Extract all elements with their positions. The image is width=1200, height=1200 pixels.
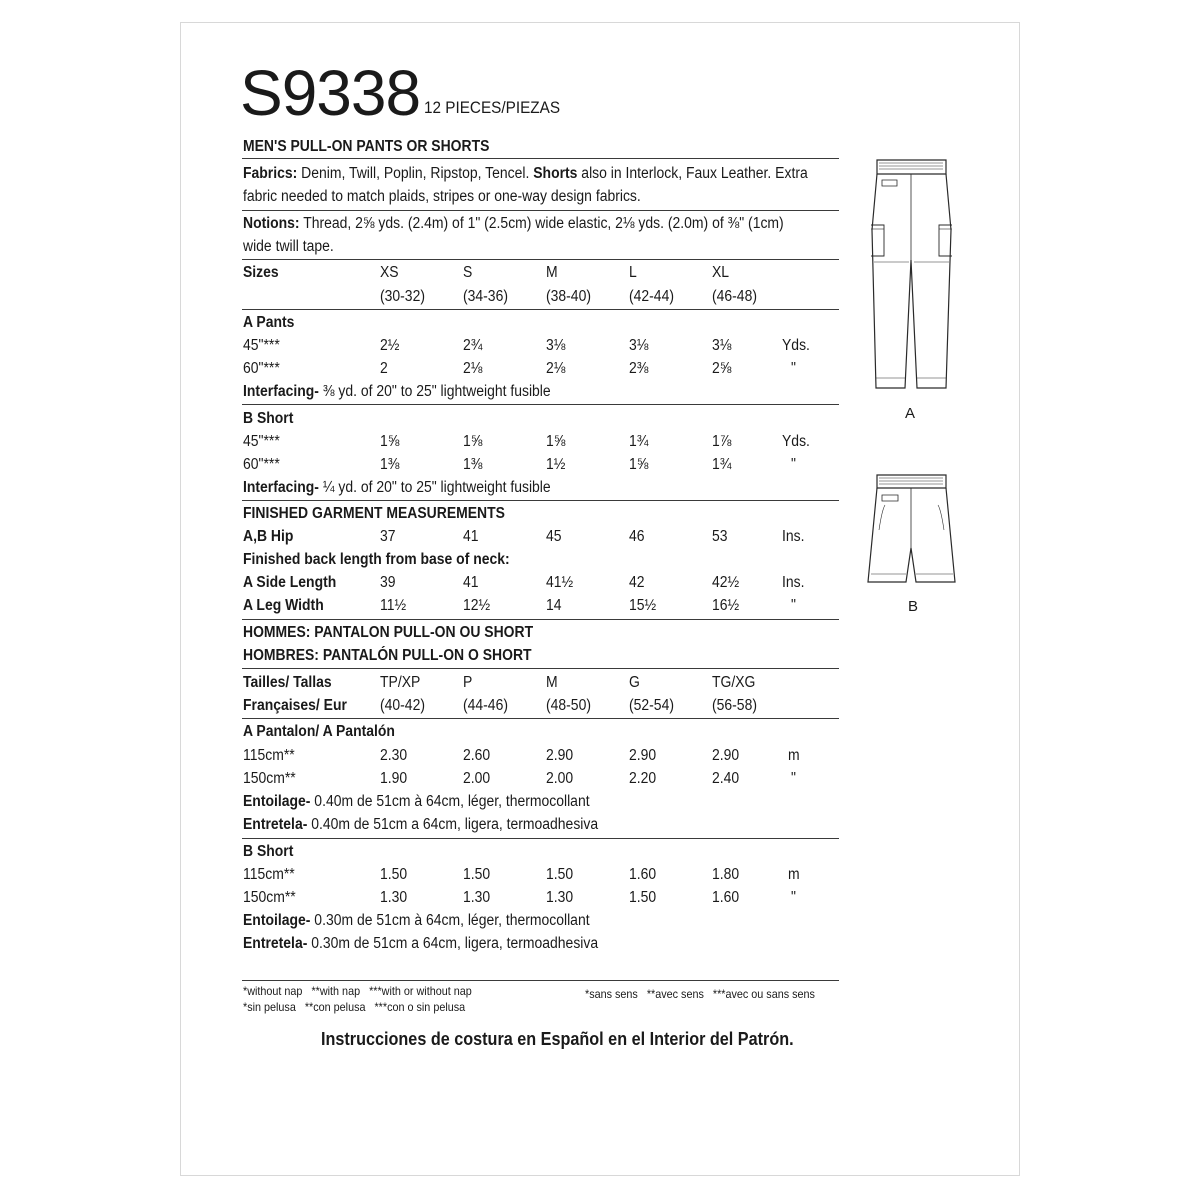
leg-width-value: 15½ <box>629 597 657 614</box>
eu-size: M <box>546 674 558 691</box>
divider <box>242 210 839 211</box>
pants-value: 2⅝ <box>712 360 732 377</box>
leg-width-value: 12½ <box>463 597 491 614</box>
pants-value: 2½ <box>380 337 400 354</box>
spanish-title: HOMBRES: PANTALÓN PULL-ON O SHORT <box>243 647 532 664</box>
divider <box>242 259 839 260</box>
pantalon-value: 2.90 <box>712 747 740 764</box>
short-interfacing: Interfacing- ¼ yd. of 20" to 25" lightweight fusible <box>243 479 551 496</box>
short-eu-row-label: 115cm** <box>243 866 295 883</box>
short-eu-entoilage: Entoilage- 0.30m de 51cm à 64cm, léger, thermocollant <box>243 912 590 929</box>
short-eu-value: 1.50 <box>546 866 574 883</box>
pattern-title: MEN'S PULL-ON PANTS OR SHORTS <box>243 138 490 155</box>
size-range-s: (34-36) <box>463 288 508 305</box>
divider <box>242 619 839 620</box>
divider <box>242 838 839 839</box>
size-m: M <box>546 264 558 281</box>
pants-value: 2⅜ <box>629 360 649 377</box>
short-eu-value: 1.80 <box>712 866 740 883</box>
short-eu-value: 1.50 <box>463 866 491 883</box>
short-value: 1⅞ <box>712 433 732 450</box>
pantalon-value: 1.90 <box>380 770 408 787</box>
short-value: 1⅜ <box>380 456 400 473</box>
short-eu-value: 1.50 <box>380 866 408 883</box>
pantalon-row-label: 150cm** <box>243 770 296 787</box>
hip-value: 45 <box>546 528 562 545</box>
side-length-value: 41½ <box>546 574 574 591</box>
eu-size-range: (40-42) <box>380 697 425 714</box>
short-value: 1⅝ <box>546 433 566 450</box>
hip-value: 41 <box>463 528 479 545</box>
divider <box>242 668 839 669</box>
side-length-value: 42½ <box>712 574 740 591</box>
short-value: 1⅝ <box>463 433 483 450</box>
eu-size: TP/XP <box>380 674 421 691</box>
short-value: 1⅜ <box>463 456 483 473</box>
short-title: B Short <box>243 410 294 427</box>
divider <box>242 500 839 501</box>
hip-value: 37 <box>380 528 396 545</box>
notions-line-2: wide twill tape. <box>243 238 334 255</box>
divider <box>242 158 839 159</box>
pantalon-value: 2.20 <box>629 770 657 787</box>
short-eu-title: B Short <box>243 843 294 860</box>
short-value: 1¾ <box>629 433 649 450</box>
pantalon-value: 2.00 <box>463 770 491 787</box>
short-eu-value: 1.60 <box>712 889 740 906</box>
pantalon-value: 2.30 <box>380 747 408 764</box>
pantalon-title: A Pantalon/ A Pantalón <box>243 723 395 740</box>
pants-sketch <box>862 150 962 400</box>
leg-width-value: 14 <box>546 597 562 614</box>
size-range-xl: (46-48) <box>712 288 757 305</box>
divider <box>242 718 839 719</box>
leg-width-value: 16½ <box>712 597 740 614</box>
pants-value: 3⅛ <box>546 337 566 354</box>
pantalon-entretela: Entretela- 0.40m de 51cm a 64cm, ligera, termoadhesiva <box>243 816 599 833</box>
leg-width-value: 11½ <box>380 597 407 614</box>
eu-sizes-label: Tailles/ Tallas <box>243 674 332 691</box>
short-eu-value: 1.30 <box>380 889 408 906</box>
short-eu-entretela: Entretela- 0.30m de 51cm a 64cm, ligera, termoadhesiva <box>243 935 599 952</box>
pants-value: 2¾ <box>463 337 483 354</box>
hip-label: A,B Hip <box>243 528 294 545</box>
leg-width-label: A Leg Width <box>243 597 324 614</box>
pants-row-label: 45"*** <box>243 337 280 354</box>
pantalon-value: 2.90 <box>546 747 574 764</box>
back-length-label: Finished back length from base of neck: <box>243 551 510 568</box>
short-eu-value: 1.50 <box>629 889 657 906</box>
eu-size-range: (44-46) <box>463 697 508 714</box>
short-eu-unit: m <box>788 866 800 883</box>
short-eu-value: 1.60 <box>629 866 657 883</box>
eu-size-range: (52-54) <box>629 697 674 714</box>
hip-value: 46 <box>629 528 645 545</box>
leg-width-unit: " <box>791 597 796 614</box>
shorts-sketch <box>862 470 962 590</box>
side-length-unit: Ins. <box>782 574 805 591</box>
view-a-label: A <box>905 405 916 422</box>
spanish-instructions-note: Instrucciones de costura en Español en el Interior del Patrón. <box>321 1029 794 1049</box>
sizes-label: Sizes <box>243 264 279 281</box>
divider <box>242 980 839 981</box>
short-unit: " <box>791 456 796 473</box>
fabrics-line-2: fabric needed to match plaids, stripes or one-way design fabrics. <box>243 188 641 205</box>
eu-size: P <box>463 674 473 691</box>
pants-unit: " <box>791 360 796 377</box>
pantalon-value: 2.40 <box>712 770 740 787</box>
finished-title: FINISHED GARMENT MEASUREMENTS <box>243 505 505 522</box>
size-xs: XS <box>380 264 399 281</box>
size-xl: XL <box>712 264 730 281</box>
size-range-l: (42-44) <box>629 288 674 305</box>
eu-size-range: (56-58) <box>712 697 757 714</box>
eu-size-range: (48-50) <box>546 697 591 714</box>
short-row-label: 60"*** <box>243 456 280 473</box>
size-l: L <box>629 264 637 281</box>
pantalon-entoilage: Entoilage- 0.40m de 51cm à 64cm, léger, thermocollant <box>243 793 590 810</box>
short-value: 1¾ <box>712 456 732 473</box>
short-value: 1⅝ <box>629 456 649 473</box>
pants-unit: Yds. <box>782 337 810 354</box>
pantalon-value: 2.00 <box>546 770 574 787</box>
pantalon-unit: m <box>788 747 800 764</box>
hip-unit: Ins. <box>782 528 805 545</box>
view-b-label: B <box>908 598 919 615</box>
pants-title: A Pants <box>243 314 295 331</box>
pantalon-unit: " <box>791 770 796 787</box>
pants-interfacing: Interfacing- ⅜ yd. of 20" to 25" lightweight fusible <box>243 383 551 400</box>
pants-value: 3⅛ <box>712 337 732 354</box>
pants-value: 2⅛ <box>463 360 483 377</box>
pants-value: 3⅛ <box>629 337 649 354</box>
divider <box>242 404 839 405</box>
pantalon-value: 2.90 <box>629 747 657 764</box>
notions-line-1: Notions: Thread, 2⅝ yds. (2.4m) of 1" (2.5cm) wide elastic, 2⅛ yds. (2.0m) of ⅜" (1cm) <box>243 215 784 232</box>
pantalon-value: 2.60 <box>463 747 491 764</box>
side-length-value: 41 <box>463 574 479 591</box>
eu-size: G <box>629 674 640 691</box>
short-value: 1½ <box>546 456 566 473</box>
french-title: HOMMES: PANTALON PULL-ON OU SHORT <box>243 624 534 641</box>
short-eu-unit: " <box>791 889 796 906</box>
size-range-xs: (30-32) <box>380 288 425 305</box>
side-length-label: A Side Length <box>243 574 337 591</box>
side-length-value: 42 <box>629 574 645 591</box>
pattern-number: S9338 <box>240 57 421 129</box>
short-unit: Yds. <box>782 433 810 450</box>
side-length-value: 39 <box>380 574 396 591</box>
short-row-label: 45"*** <box>243 433 280 450</box>
footnote-spanish: *sin pelusa **con pelusa ***con o sin pelusa <box>243 1000 466 1014</box>
eu-sizes-label-2: Françaises/ Eur <box>243 697 347 714</box>
footnote-french: *sans sens **avec sens ***avec ou sans sens <box>585 987 815 1001</box>
size-range-m: (38-40) <box>546 288 591 305</box>
short-value: 1⅝ <box>380 433 400 450</box>
short-eu-value: 1.30 <box>463 889 491 906</box>
pantalon-row-label: 115cm** <box>243 747 295 764</box>
pants-value: 2 <box>380 360 388 377</box>
fabrics-line-1: Fabrics: Denim, Twill, Poplin, Ripstop, Tencel. Shorts also in Interlock, Faux Leather. Extra <box>243 165 808 182</box>
short-eu-value: 1.30 <box>546 889 574 906</box>
size-s: S <box>463 264 473 281</box>
pants-row-label: 60"*** <box>243 360 280 377</box>
hip-value: 53 <box>712 528 728 545</box>
pants-value: 2⅛ <box>546 360 566 377</box>
eu-size: TG/XG <box>712 674 756 691</box>
footnote-english: *without nap **with nap ***with or without nap <box>243 984 472 998</box>
short-eu-row-label: 150cm** <box>243 889 296 906</box>
divider <box>242 309 839 310</box>
piece-count: 12 PIECES/PIEZAS <box>424 98 561 117</box>
